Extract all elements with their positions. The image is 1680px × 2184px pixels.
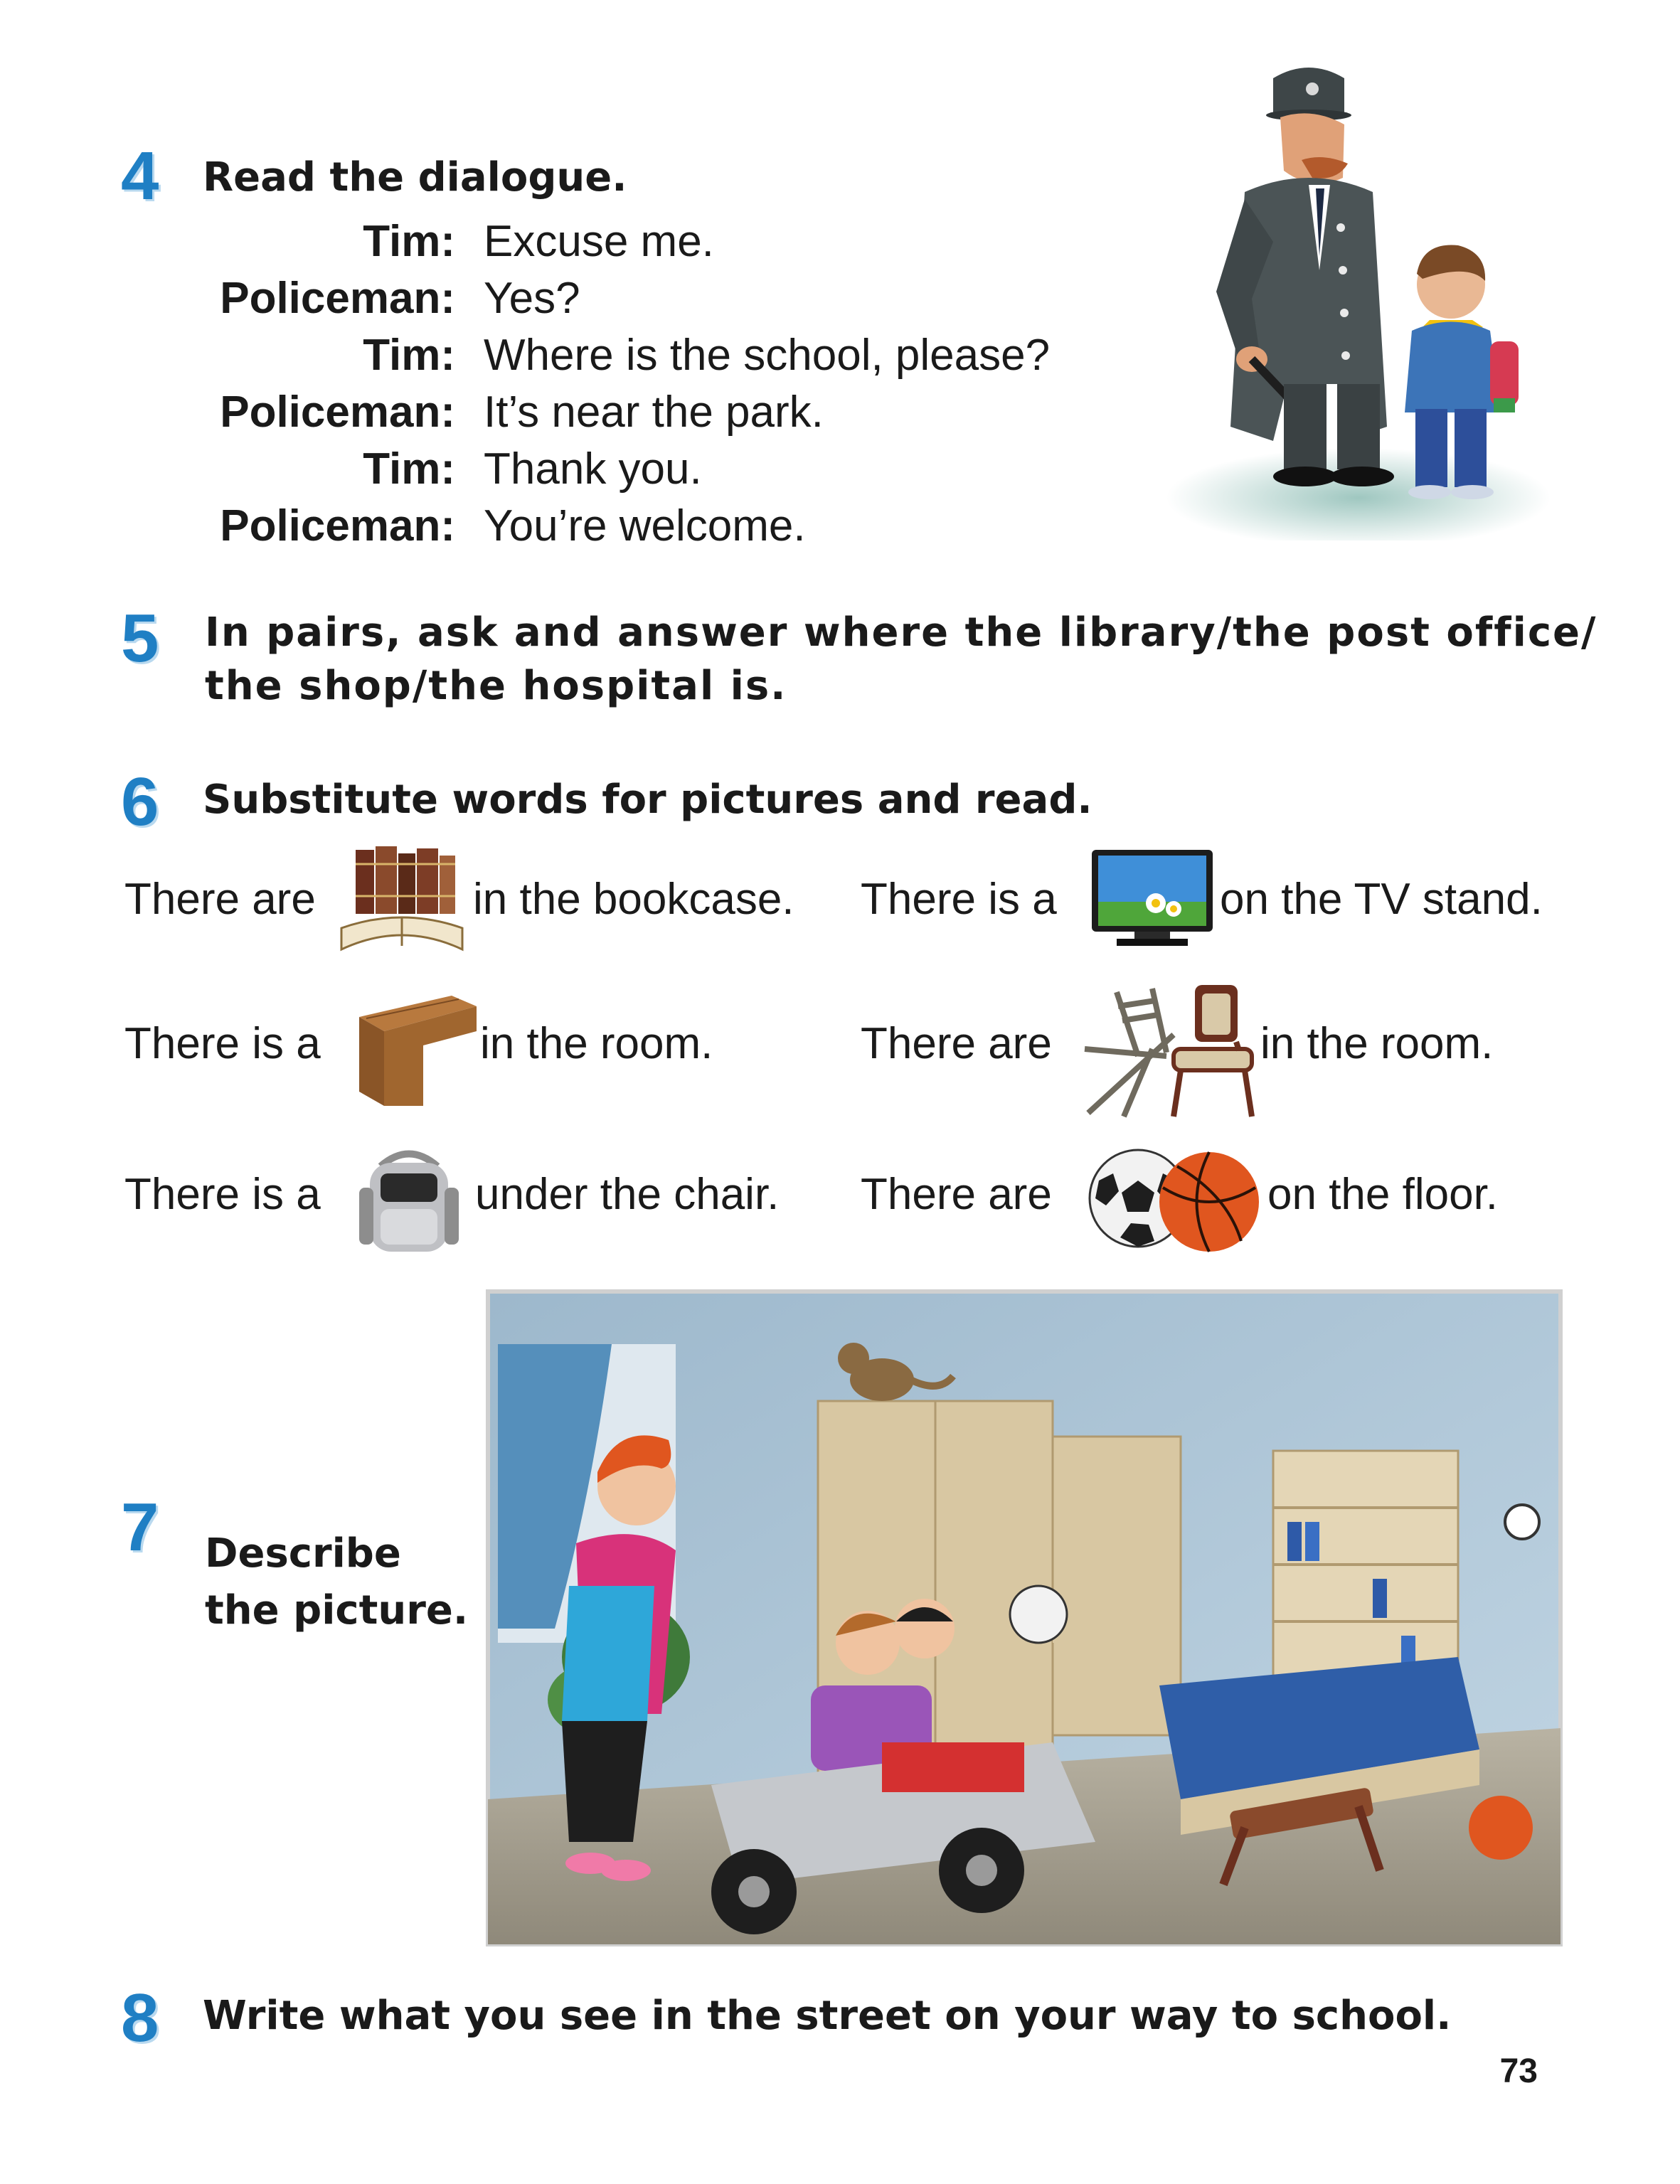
exercise-5-number: 5 bbox=[121, 600, 159, 676]
basketball bbox=[1159, 1152, 1259, 1252]
football bbox=[1010, 1586, 1067, 1643]
exercise-4-title: Read the dialogue. bbox=[203, 154, 627, 201]
sentence-1-end: in the bookcase. bbox=[473, 875, 794, 924]
policeman bbox=[1216, 68, 1394, 486]
dialogue-speaker: Policeman: bbox=[220, 501, 455, 550]
chairs-picture bbox=[1074, 978, 1259, 1120]
dialogue-line: Thank you. bbox=[484, 444, 702, 494]
exercise-6-number: 6 bbox=[121, 764, 159, 840]
dialogue-speaker: Tim: bbox=[363, 331, 455, 380]
sentence-6-end: on the floor. bbox=[1267, 1170, 1499, 1219]
exercise-7-line-2: the picture. bbox=[205, 1587, 469, 1634]
folding-chair bbox=[1085, 989, 1174, 1117]
desk bbox=[1053, 1629, 1166, 1643]
exercise-4-number: 4 bbox=[121, 138, 159, 214]
exercise-6-title: Substitute words for pictures and read. bbox=[203, 777, 1092, 823]
schoolbag-picture bbox=[352, 1145, 466, 1259]
basketball bbox=[1469, 1796, 1533, 1860]
desk-picture bbox=[345, 989, 480, 1109]
page-number: 73 bbox=[1499, 2052, 1538, 2090]
sentence-2-start: There is a bbox=[861, 875, 1057, 924]
books-picture bbox=[334, 843, 469, 957]
tv-picture bbox=[1088, 846, 1216, 953]
policeman-and-boy-illustration bbox=[1166, 57, 1551, 540]
exercise-5-line-2: the shop/the hospital is. bbox=[205, 663, 787, 709]
exercise-8-title: Write what you see in the street on your way to school. bbox=[203, 1993, 1452, 2039]
sentence-1-start: There are bbox=[124, 875, 316, 924]
dialogue-line: You’re welcome. bbox=[484, 501, 806, 550]
boy-tim bbox=[1405, 245, 1519, 500]
sentence-3-end: in the room. bbox=[480, 1019, 713, 1068]
sentence-2-end: on the TV stand. bbox=[1220, 875, 1543, 924]
messy-room-picture bbox=[484, 1287, 1565, 1949]
sentence-4-start: There are bbox=[861, 1019, 1052, 1068]
dialogue-line: Where is the school, please? bbox=[484, 331, 1051, 380]
sentence-3-start: There is a bbox=[124, 1019, 321, 1068]
dialogue-speaker: Policeman: bbox=[220, 274, 455, 323]
dialogue-speaker: Policeman: bbox=[220, 388, 455, 437]
sentence-6-start: There are bbox=[861, 1170, 1052, 1219]
dialogue-speaker: Tim: bbox=[363, 217, 455, 266]
exercise-5-line-1: In pairs, ask and answer where the library/the post office/ bbox=[205, 609, 1597, 656]
exercise-7-number: 7 bbox=[121, 1489, 159, 1565]
dialogue-speaker: Tim: bbox=[363, 444, 455, 494]
dialogue-line: Excuse me. bbox=[484, 217, 714, 266]
balls-picture bbox=[1085, 1138, 1262, 1259]
exercise-8-number: 8 bbox=[121, 1980, 159, 2056]
dialogue-line: Yes? bbox=[484, 274, 580, 323]
dialogue-line: It’s near the park. bbox=[484, 388, 824, 437]
sentence-5-start: There is a bbox=[124, 1170, 321, 1219]
sentence-4-end: in the room. bbox=[1260, 1019, 1494, 1068]
wooden-chair bbox=[1174, 985, 1252, 1117]
sentence-5-end: under the chair. bbox=[475, 1170, 780, 1219]
clock-icon bbox=[1505, 1505, 1539, 1539]
exercise-7-line-1: Describe bbox=[205, 1530, 401, 1577]
